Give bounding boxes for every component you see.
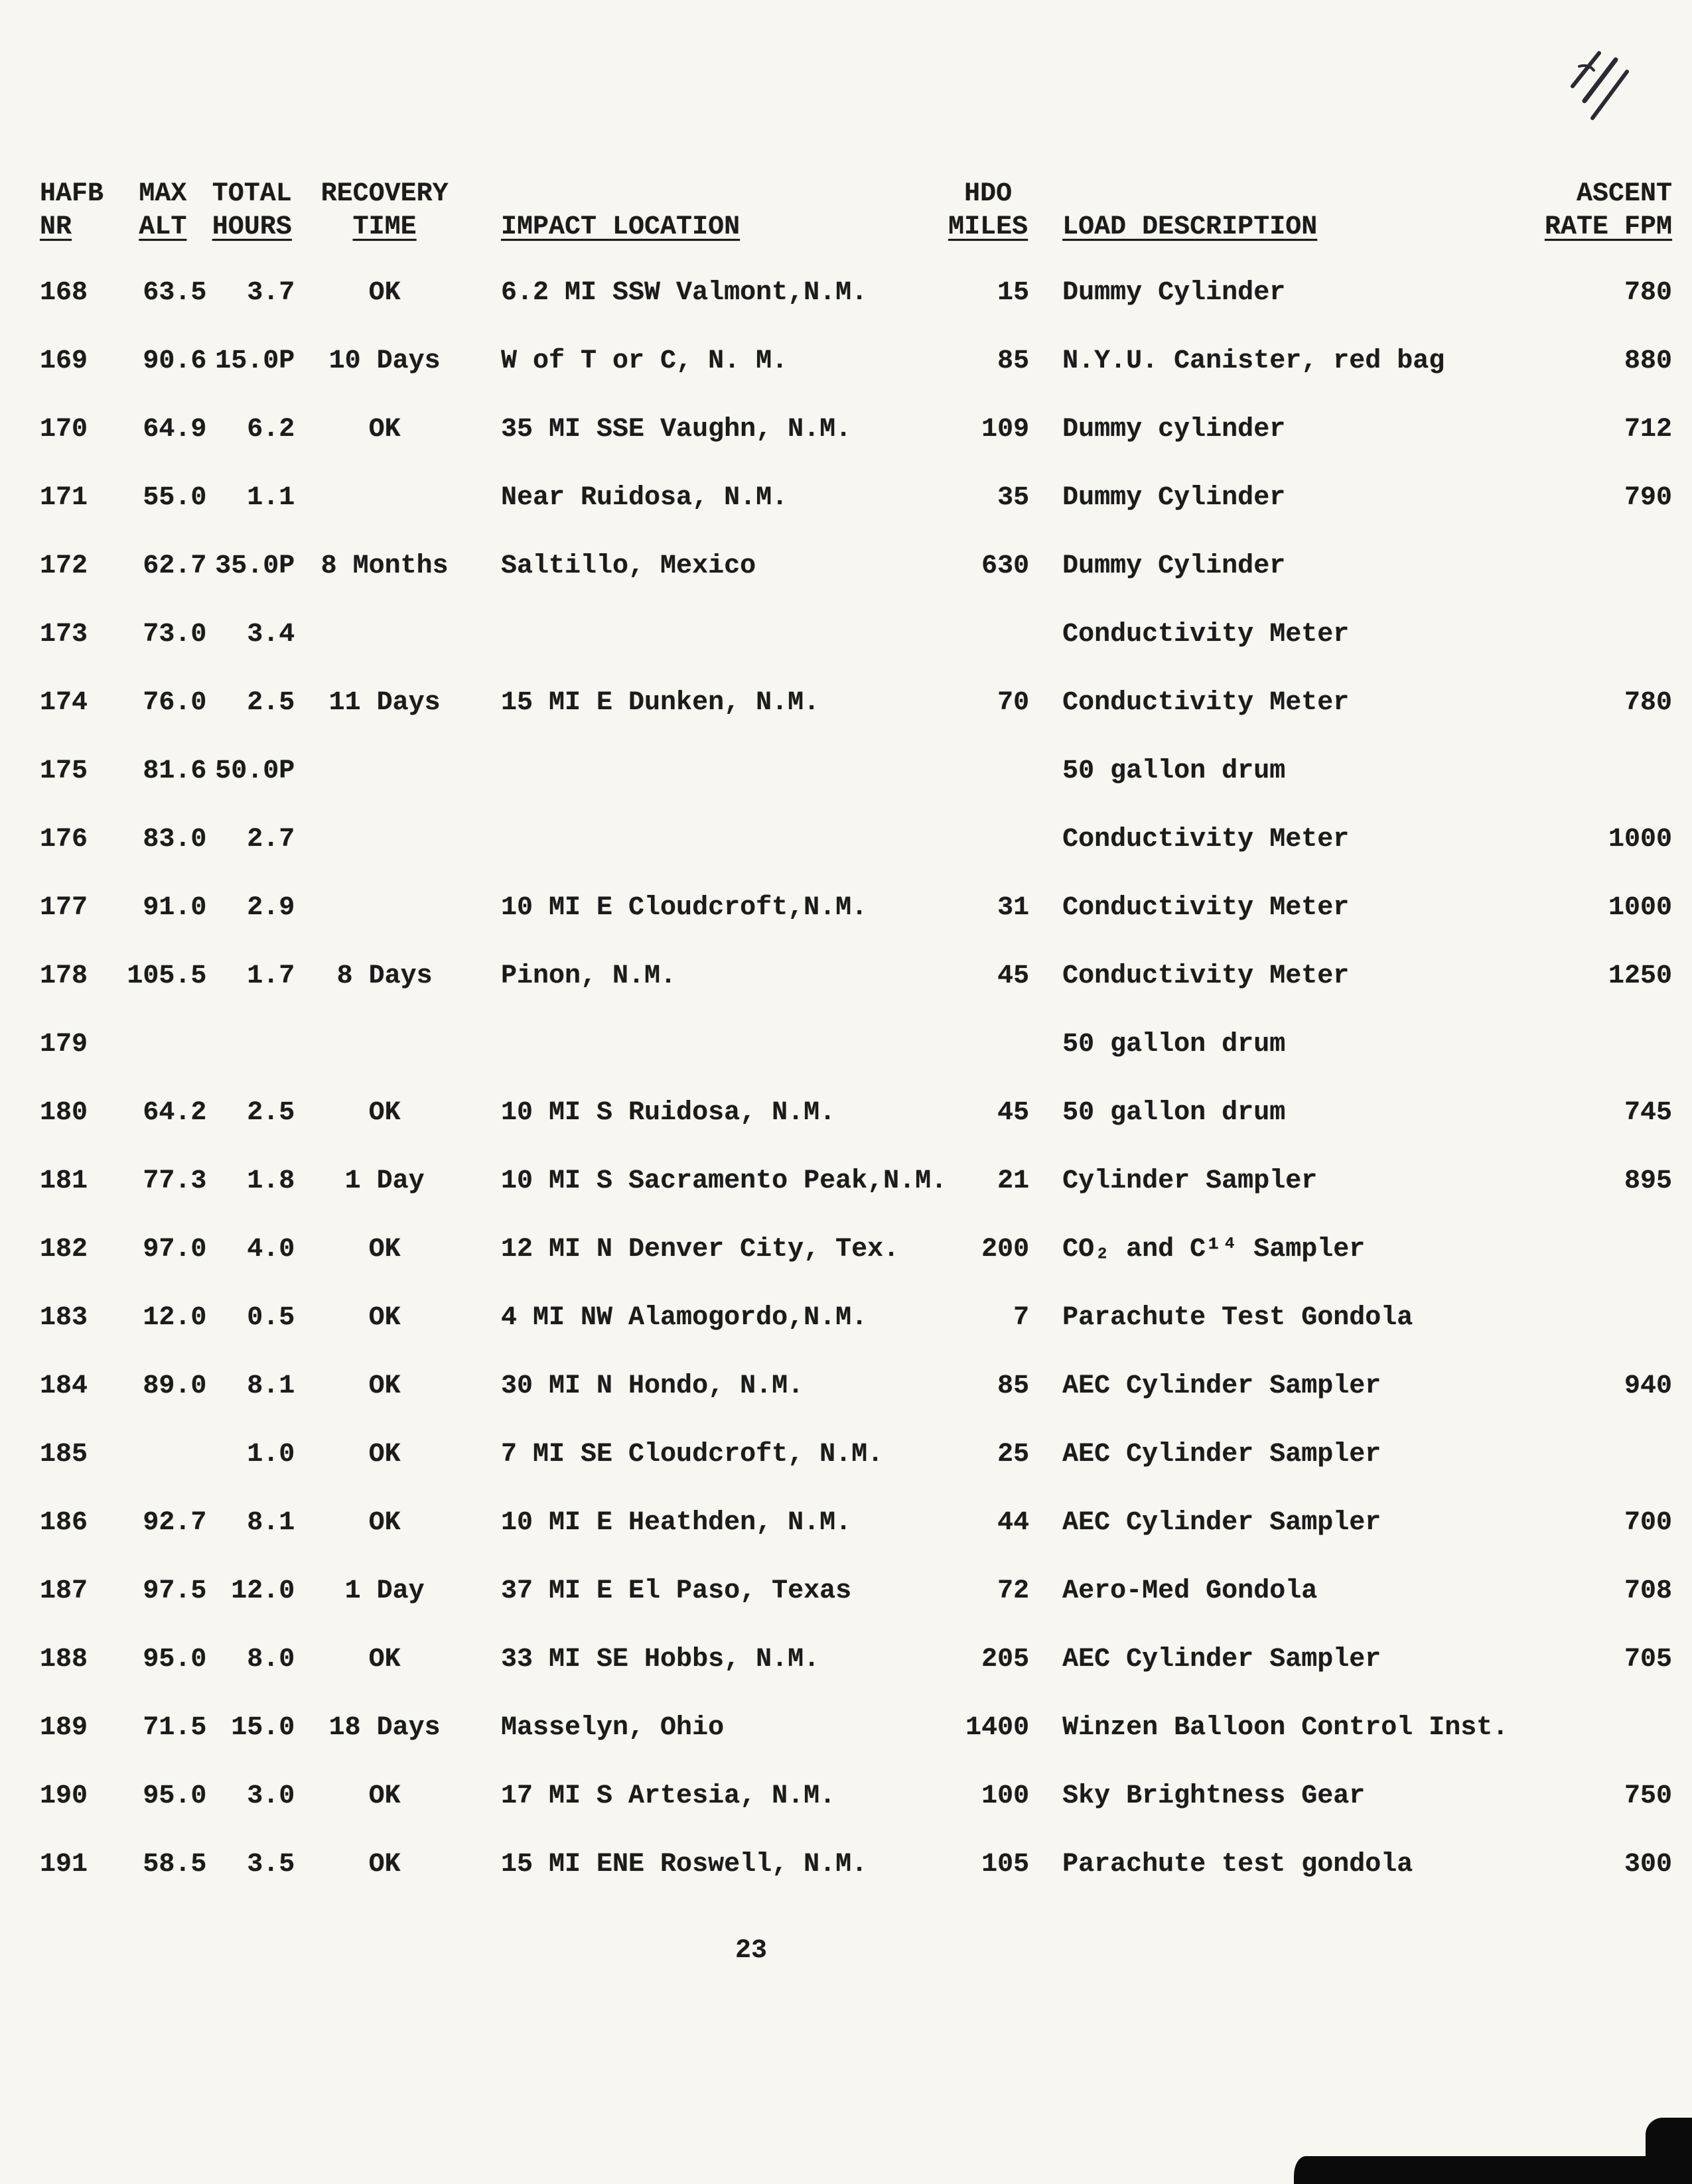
cell-load: Conductivity Meter [1062, 893, 1350, 923]
cell-nr: 174 [40, 688, 88, 718]
cell-nr: 181 [40, 1166, 88, 1196]
cell-ascent: 745 [1624, 1098, 1672, 1128]
table-row [40, 1557, 1692, 1625]
cell-location: 10 MI S Sacramento Peak,N.M. [501, 1166, 948, 1196]
cell-ascent: 700 [1624, 1508, 1672, 1538]
cell-recovery: OK [368, 1440, 401, 1469]
cell-nr: 173 [40, 620, 88, 649]
cell-ascent [1508, 1284, 1692, 1352]
cell-load: Conductivity Meter [1062, 961, 1350, 991]
cell-ascent [1508, 1420, 1692, 1489]
column-header-recovery: RECOVERY TIME [320, 179, 449, 242]
cell-alt: 95.0 [143, 1645, 207, 1674]
cell-load: Cylinder Sampler [1062, 1166, 1318, 1196]
cell-load: 50 gallon drum [1062, 1030, 1286, 1059]
cell-nr: 182 [40, 1235, 88, 1264]
cell-hours: 1.7 [247, 961, 295, 991]
scan-artifact-bottom-bar [1294, 2156, 1692, 2184]
table-row [40, 327, 1692, 395]
cell-recovery: OK [368, 278, 401, 308]
cell-load: Conductivity Meter [1062, 620, 1350, 649]
cell-nr: 177 [40, 893, 88, 923]
cell-nr: 191 [40, 1850, 88, 1879]
cell-load: Dummy Cylinder [1062, 483, 1286, 513]
cell-miles: 205 [981, 1645, 1030, 1674]
cell-alt: 55.0 [143, 483, 207, 513]
cell-location: 6.2 MI SSW Valmont,N.M. [501, 278, 868, 308]
cell-nr: 178 [40, 961, 88, 991]
cell-load: Parachute test gondola [1062, 1850, 1413, 1879]
cell-nr: 189 [40, 1713, 88, 1743]
cell-ascent: 780 [1624, 688, 1672, 718]
cell-hours: 15.0P [215, 346, 295, 376]
cell-load: N.Y.U. Canister, red bag [1062, 346, 1445, 376]
column-header-alt: MAX ALT [139, 179, 187, 242]
cell-recovery [297, 1010, 472, 1079]
cell-alt: 73.0 [143, 620, 207, 649]
cell-location: 15 MI ENE Roswell, N.M. [501, 1850, 868, 1879]
cell-alt: 92.7 [143, 1508, 207, 1538]
cell-alt: 64.2 [143, 1098, 207, 1128]
table-header [40, 178, 1692, 259]
cell-ascent: 1000 [1608, 825, 1672, 854]
cell-ascent: 708 [1624, 1576, 1672, 1606]
cell-hours: 8.1 [247, 1508, 295, 1538]
cell-miles: 45 [997, 961, 1030, 991]
cell-ascent [1508, 1694, 1692, 1762]
cell-miles: 72 [997, 1576, 1030, 1606]
cell-hours: 8.1 [247, 1371, 295, 1401]
cell-hours: 1.0 [247, 1440, 295, 1469]
cell-hours: 3.5 [247, 1850, 295, 1879]
cell-hours: 2.7 [247, 825, 295, 854]
cell-location [472, 737, 947, 805]
cell-hours: 2.5 [247, 1098, 295, 1128]
cell-load: Conductivity Meter [1062, 688, 1350, 718]
cell-nr: 180 [40, 1098, 88, 1128]
cell-miles: 31 [997, 893, 1030, 923]
cell-nr: 171 [40, 483, 88, 513]
cell-ascent [1508, 1010, 1692, 1079]
cell-ascent: 1000 [1608, 893, 1672, 923]
table-row [40, 1420, 1692, 1489]
cell-alt: 90.6 [143, 346, 207, 376]
cell-recovery [297, 737, 472, 805]
cell-alt: 105.5 [127, 961, 207, 991]
cell-ascent: 880 [1624, 346, 1672, 376]
table-body [40, 259, 1692, 1899]
cell-location: W of T or C, N. M. [501, 346, 788, 376]
cell-recovery: OK [368, 1371, 401, 1401]
cell-location: 35 MI SSE Vaughn, N.M. [501, 415, 852, 444]
cell-recovery [297, 874, 472, 942]
cell-alt: 63.5 [143, 278, 207, 308]
cell-nr: 187 [40, 1576, 88, 1606]
cell-nr: 179 [40, 1030, 88, 1059]
column-header-location: IMPACT LOCATION [501, 212, 740, 242]
cell-load: Dummy Cylinder [1062, 278, 1286, 308]
cell-alt [119, 1010, 206, 1079]
cell-recovery [297, 600, 472, 669]
cell-load: Conductivity Meter [1062, 825, 1350, 854]
cell-alt: 77.3 [143, 1166, 207, 1196]
cell-recovery: 1 Day [344, 1166, 425, 1196]
cell-hours: 6.2 [247, 415, 295, 444]
cell-hours: 0.5 [247, 1303, 295, 1333]
cell-location: 12 MI N Denver City, Tex. [501, 1235, 900, 1264]
cell-load: AEC Cylinder Sampler [1062, 1440, 1381, 1469]
cell-hours: 12.0 [231, 1576, 295, 1606]
table-row [40, 942, 1692, 1010]
table-row [40, 1830, 1692, 1899]
cell-ascent: 300 [1624, 1850, 1672, 1879]
flight-log-table [40, 178, 1692, 1899]
cell-alt: 62.7 [143, 551, 207, 581]
cell-location: Saltillo, Mexico [501, 551, 756, 581]
cell-miles: 7 [1013, 1303, 1030, 1333]
cell-miles: 109 [981, 415, 1030, 444]
table-row [40, 1079, 1692, 1147]
table-row [40, 1147, 1692, 1215]
page-number: 23 [735, 1936, 768, 1966]
table-row [40, 532, 1692, 600]
cell-location [472, 1010, 947, 1079]
cell-recovery: 1 Day [344, 1576, 425, 1606]
cell-nr: 169 [40, 346, 88, 376]
cell-recovery: OK [368, 1098, 401, 1128]
cell-location: 10 MI E Cloudcroft,N.M. [501, 893, 868, 923]
cell-load: 50 gallon drum [1062, 756, 1286, 786]
cell-ascent: 780 [1624, 278, 1672, 308]
cell-nr: 183 [40, 1303, 88, 1333]
cell-nr: 185 [40, 1440, 88, 1469]
cell-load: AEC Cylinder Sampler [1062, 1508, 1381, 1538]
cell-recovery: 10 Days [328, 346, 441, 376]
cell-nr: 190 [40, 1781, 88, 1811]
cell-recovery: OK [368, 1645, 401, 1674]
cell-nr: 184 [40, 1371, 88, 1401]
cell-nr: 175 [40, 756, 88, 786]
cell-alt: 83.0 [143, 825, 207, 854]
table-row [40, 669, 1692, 737]
table-row [40, 1010, 1692, 1079]
table-row [40, 1352, 1692, 1420]
cell-location: 4 MI NW Alamogordo,N.M. [501, 1303, 868, 1333]
cell-nr: 172 [40, 551, 88, 581]
table-row [40, 1762, 1692, 1830]
cell-location: 15 MI E Dunken, N.M. [501, 688, 820, 718]
table-row [40, 600, 1692, 669]
cell-recovery: OK [368, 1235, 401, 1264]
cell-recovery [297, 464, 472, 532]
cell-recovery: OK [368, 1303, 401, 1333]
cell-location: 10 MI E Heathden, N.M. [501, 1508, 852, 1538]
cell-alt: 71.5 [143, 1713, 207, 1743]
cell-ascent [1508, 600, 1692, 669]
cell-miles: 85 [997, 346, 1030, 376]
table-row [40, 1489, 1692, 1557]
cell-hours: 1.8 [247, 1166, 295, 1196]
cell-recovery [297, 805, 472, 874]
cell-recovery: 8 Months [320, 551, 449, 581]
column-header-ascent: ASCENT RATE FPM [1544, 179, 1672, 242]
cell-load: Parachute Test Gondola [1062, 1303, 1413, 1333]
cell-ascent [1508, 737, 1692, 805]
cell-location: 7 MI SE Cloudcroft, N.M. [501, 1440, 884, 1469]
cell-recovery: 8 Days [336, 961, 433, 991]
cell-miles: 85 [997, 1371, 1030, 1401]
cell-ascent: 940 [1624, 1371, 1672, 1401]
cell-ascent: 712 [1624, 415, 1672, 444]
cell-recovery: OK [368, 415, 401, 444]
cell-recovery: OK [368, 1850, 401, 1879]
cell-recovery: OK [368, 1508, 401, 1538]
cell-miles: 105 [981, 1850, 1030, 1879]
cell-load: Winzen Balloon Control Inst. [1062, 1713, 1509, 1743]
cell-nr: 188 [40, 1645, 88, 1674]
cell-recovery: 18 Days [328, 1713, 441, 1743]
cell-miles: 630 [981, 551, 1030, 581]
table-row [40, 1694, 1692, 1762]
cell-ascent: 705 [1624, 1645, 1672, 1674]
table-row [40, 259, 1692, 327]
cell-load: AEC Cylinder Sampler [1062, 1371, 1381, 1401]
cell-miles [947, 805, 1029, 874]
cell-alt: 97.0 [143, 1235, 207, 1264]
cell-location [472, 600, 947, 669]
cell-alt: 64.9 [143, 415, 207, 444]
cell-hours: 2.9 [247, 893, 295, 923]
cell-hours: 35.0P [215, 551, 295, 581]
column-header-nr: HAFB NR [40, 179, 104, 242]
cell-ascent: 895 [1624, 1166, 1672, 1196]
cell-miles: 45 [997, 1098, 1030, 1128]
pen-scribble-mark [1553, 40, 1659, 146]
cell-miles [947, 600, 1029, 669]
cell-miles: 25 [997, 1440, 1030, 1469]
cell-location: Masselyn, Ohio [501, 1713, 725, 1743]
cell-hours: 2.5 [247, 688, 295, 718]
cell-alt: 91.0 [143, 893, 207, 923]
cell-load: Aero-Med Gondola [1062, 1576, 1318, 1606]
cell-miles: 21 [997, 1166, 1030, 1196]
cell-miles [947, 737, 1029, 805]
cell-load: 50 gallon drum [1062, 1098, 1286, 1128]
cell-location: 33 MI SE Hobbs, N.M. [501, 1645, 820, 1674]
cell-ascent: 790 [1624, 483, 1672, 513]
column-header-hours: TOTAL HOURS [212, 179, 292, 242]
cell-ascent: 1250 [1608, 961, 1672, 991]
table-row [40, 805, 1692, 874]
cell-miles: 100 [981, 1781, 1030, 1811]
cell-load: Dummy cylinder [1062, 415, 1286, 444]
cell-miles: 15 [997, 278, 1030, 308]
cell-location: 30 MI N Hondo, N.M. [501, 1371, 804, 1401]
cell-load: Sky Brightness Gear [1062, 1781, 1366, 1811]
cell-location: Pinon, N.M. [501, 961, 677, 991]
cell-alt: 58.5 [143, 1850, 207, 1879]
cell-location [472, 805, 947, 874]
cell-load: CO₂ and C¹⁴ Sampler [1062, 1235, 1366, 1264]
cell-location: Near Ruidosa, N.M. [501, 483, 788, 513]
scan-artifact-corner-blob [1646, 2118, 1692, 2184]
cell-ascent: 750 [1624, 1781, 1672, 1811]
cell-hours: 50.0P [215, 756, 295, 786]
table-row [40, 737, 1692, 805]
cell-miles [947, 1010, 1029, 1079]
table-row [40, 874, 1692, 942]
cell-recovery: 11 Days [328, 688, 441, 718]
cell-nr: 170 [40, 415, 88, 444]
table-row [40, 464, 1692, 532]
cell-alt: 89.0 [143, 1371, 207, 1401]
cell-miles: 35 [997, 483, 1030, 513]
cell-alt: 97.5 [143, 1576, 207, 1606]
table-row [40, 395, 1692, 464]
cell-recovery: OK [368, 1781, 401, 1811]
table-row [40, 1284, 1692, 1352]
cell-miles: 70 [997, 688, 1030, 718]
cell-hours: 3.4 [247, 620, 295, 649]
cell-miles: 1400 [965, 1713, 1030, 1743]
cell-alt: 95.0 [143, 1781, 207, 1811]
cell-miles: 200 [981, 1235, 1030, 1264]
cell-ascent [1508, 532, 1692, 600]
cell-nr: 176 [40, 825, 88, 854]
cell-hours: 1.1 [247, 483, 295, 513]
cell-location: 10 MI S Ruidosa, N.M. [501, 1098, 836, 1128]
cell-hours: 4.0 [247, 1235, 295, 1264]
cell-nr: 168 [40, 278, 88, 308]
cell-hours [206, 1010, 297, 1079]
cell-location: 17 MI S Artesia, N.M. [501, 1781, 836, 1811]
cell-location: 37 MI E El Paso, Texas [501, 1576, 852, 1606]
cell-hours: 8.0 [247, 1645, 295, 1674]
cell-nr: 186 [40, 1508, 88, 1538]
cell-hours: 3.7 [247, 278, 295, 308]
cell-alt: 81.6 [143, 756, 207, 786]
table-row [40, 1625, 1692, 1694]
table-row [40, 1215, 1692, 1284]
column-header-miles: HDO MILES [948, 179, 1028, 242]
cell-ascent [1508, 1215, 1692, 1284]
cell-miles: 44 [997, 1508, 1030, 1538]
cell-alt: 12.0 [143, 1303, 207, 1333]
cell-hours: 15.0 [231, 1713, 295, 1743]
cell-load: Dummy Cylinder [1062, 551, 1286, 581]
cell-alt [119, 1420, 206, 1489]
header-row [40, 178, 1692, 259]
cell-hours: 3.0 [247, 1781, 295, 1811]
column-header-load: LOAD DESCRIPTION [1062, 212, 1318, 242]
cell-load: AEC Cylinder Sampler [1062, 1645, 1381, 1674]
cell-alt: 76.0 [143, 688, 207, 718]
